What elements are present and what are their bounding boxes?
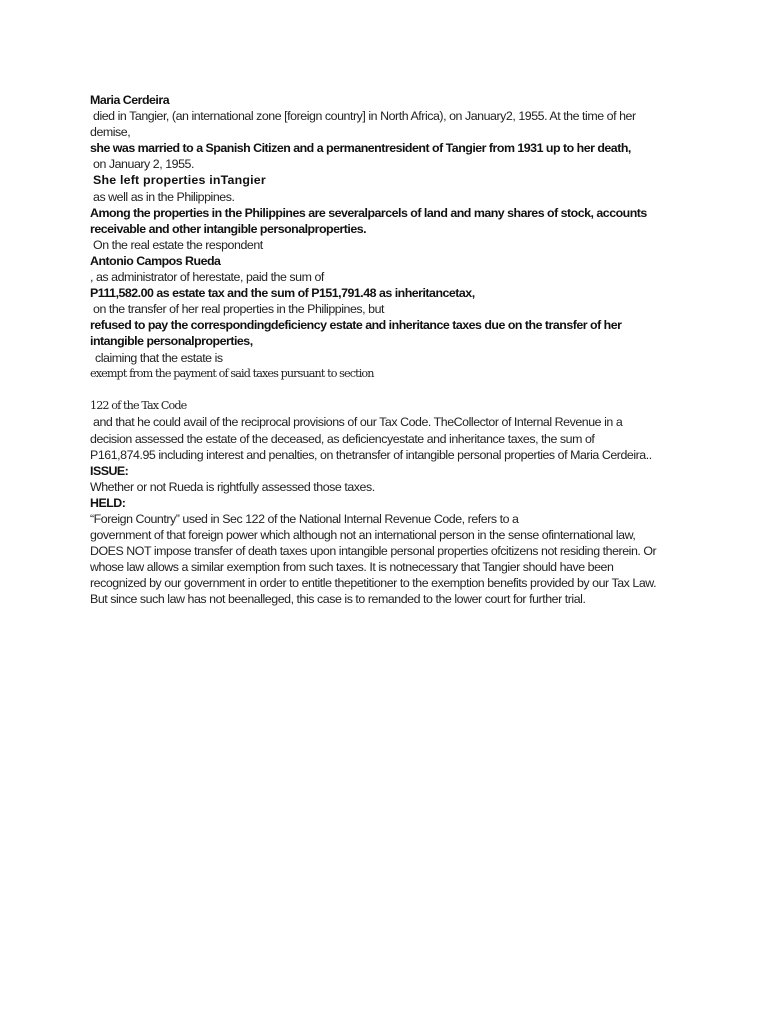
text-line: whose law allows a similar exemption from such taxes. It is notnecessary that Tangier should have been <box>90 560 614 575</box>
text-line: and that he could avail of the reciprocal provisions of our Tax Code. TheCollector of Internal Revenue in a <box>93 415 623 430</box>
text-line: demise, <box>90 125 131 140</box>
document-body <box>90 92 690 608</box>
text-line-bold: receivable and other intangible personalproperties. <box>90 221 367 236</box>
text-line: “Foreign Country” used in Sec 122 of the National Internal Revenue Code, refers to a <box>90 511 519 526</box>
text-line: decision assessed the estate of the deceased, as deficiencyestate and inheritance taxes, the sum of <box>90 431 595 446</box>
text-line: But since such law has not beenalleged, this case is to remanded to the lower court for further trial. <box>90 592 586 607</box>
text-line: as well as in the Philippines. <box>93 189 235 204</box>
text-line-serif: 122 of the Tax Code <box>90 399 187 412</box>
text-line: DOES NOT impose transfer of death taxes upon intangible personal properties ofcitizens not residing therein. Or <box>90 544 657 559</box>
text-line: , as administrator of herestate, paid the sum of <box>90 270 324 285</box>
text-line: on the transfer of her real properties in the Philippines, but <box>93 302 385 317</box>
text-line-bold: refused to pay the correspondingdeficiency estate and inheritance taxes due on the transfer of her <box>90 318 622 333</box>
text-line: On the real estate the respondent <box>93 237 263 252</box>
text-line-bold: intangible personalproperties, <box>90 334 253 349</box>
name-antonio-campos-rueda: Antonio Campos Rueda <box>90 253 221 268</box>
name-maria-cerdeira: Maria Cerdeira <box>90 93 170 107</box>
text-line: recognized by our government in order to entitle thepetitioner to the exemption benefits provided by our Tax Law. <box>90 576 657 591</box>
text-line: government of that foreign power which although not an international person in the sense ofinternational law, <box>90 528 636 543</box>
text-line: Whether or not Rueda is rightfully assessed those taxes. <box>90 479 375 494</box>
text-line: P161,874.95 including interest and penalties, on thetransfer of intangible personal properties of Maria Cerdeira.. <box>90 447 652 462</box>
text-line: died in Tangier, (an international zone [foreign country] in North Africa), on January2, 1955. At the time of her <box>93 109 636 124</box>
text-line: on January 2, 1955. <box>93 157 194 172</box>
text-line: claiming that the estate is <box>95 350 223 365</box>
heading-held: HELD: <box>90 495 126 510</box>
text-line-bold: Among the properties in the Philippines are severalparcels of land and many shares of stock, accounts <box>90 205 647 220</box>
text-line-bold: P111,582.00 as estate tax and the sum of P151,791.48 as inheritancetax, <box>90 286 475 301</box>
blank-line <box>90 382 690 398</box>
text-line-bold: she was married to a Spanish Citizen and a permanentresident of Tangier from 1931 up to her death, <box>90 141 631 156</box>
text-line-bold: She left properties inTangier <box>93 173 266 188</box>
heading-issue: ISSUE: <box>90 463 129 478</box>
text-line-serif: exempt from the payment of said taxes pursuant to section <box>90 366 374 380</box>
